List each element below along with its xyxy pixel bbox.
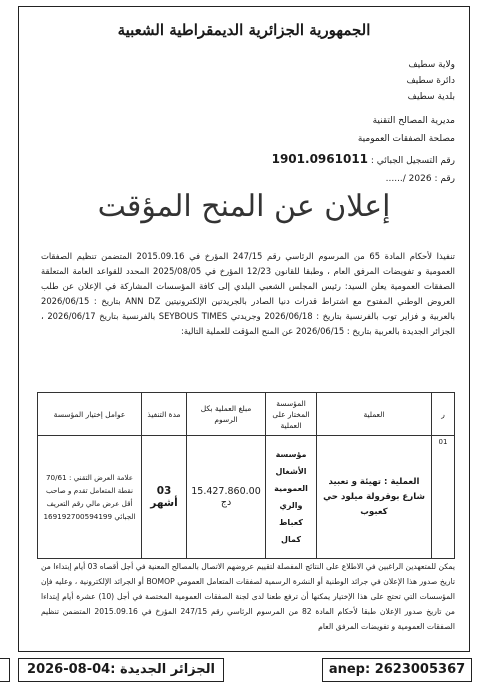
fiscal-label: رقم التسجيل الجبائي : [370,156,455,166]
cell-factors: علامة العرض التقني : 70/61 نقطة المتعامل تقدم و صاحب أقل عرض مالي رقم التعريف الجبائي 169192700594199 [38,436,142,559]
appeal-notice: يمكن للمتعهدين الراغبين في الاطلاع على النتائج المفصلة لتقييم عروضهم الاتصال بالمصالح المعنية في أجل أقصاه 03 أيام إبتداءا من تاريخ صدور هذا الإعلان في جرائد الوطنية أو النشرة الرسمية لصفقات المتعامل العمومي BOMOP أو الجرائد الإلكترونية ، وعليه فإن المؤسسات التي تحتج على هذا الإختيار يمكنها أن ترفع طعنا لدى لجنة الصفقات العمومية المختصة في أجل (10) عشرة أيام إبتداءا من تاريخ صدور الإعلان طبقا لأحكام المادة 82 من المرسوم الرئاسي رقم 247/15 المؤرخ في 2015.09.16 المتضمن تنظيم الصفقات العمومية و تفويضات المرفق العام [40,562,456,631]
ref-value: ....../ 2026 [385,174,432,184]
cell-num: 01 [432,436,455,559]
col-header-duration: مدة التنفيذ [142,393,187,436]
table-header-row [38,393,455,436]
cell-operation: العملية : تهيئة و تعبيد شارع بوقرولة ميلود حي كعبوب [317,436,432,559]
body-paragraph: تنفيذا لأحكام المادة 65 من المرسوم الرئاسي رقم 247/15 المؤرخ في 2015.09.16 المتضمن تنظيم الصفقات العمومية و تفويضات المرفق العام ، وطبقا للقانون 12/23 المؤرخ في 2025/08/05 المحدد للقواعد العامة المتعلقة الصفقات العمومية يعلن السيد: رئيس المجلس الشعبي البلدي إلى كافة المؤسسات المشاركة في الإعلان عن طلب العروض الوطني المفتوح مع اشتراط قدرات دنيا الصادر بالجريدتين الإلكترونيتين ANN DZ بتاريخ : 2026/06/15 بالعربية و فزاير توب بالفرنسية بتاريخ : 2026/06/18 وجريدتي SEYBOUS TIMES بالفرنسية بتاريخ 2026/06/17 ، الجزائر الجديدة بالعربية بتاريخ : 2026/06/15 عن المنح المؤقت للعملية التالية: [41,251,456,336]
col-header-factors: عوامل إختيار المؤسسة [38,393,142,436]
newspaper-date-box: الجزائر الجديدة :04-08-2026 [18,658,224,682]
col-header-operation: العملية [317,393,432,436]
directorate-line: مديرية المصالح التقنية [372,116,455,126]
wilaya-line: ولاية سطيف [408,60,455,70]
cell-amount: 15.427.860.00 دج [187,436,266,559]
col-header-amount: مبلغ العملية بكل الرسوم [187,393,266,436]
cell-duration: 03 أشهر [142,436,187,559]
award-table [37,392,455,559]
cell-company: مؤسسة الأشغال العمومية والري كعباط كمال [266,436,317,559]
col-header-num: ر [432,393,455,436]
table-row [38,436,455,559]
reference-line [386,171,455,187]
daira-line: دائرة سطيف [406,76,455,86]
service-line: مصلحة الصفقات العمومية [357,134,455,144]
announcement-headline: إعلان عن المنح المؤقت [97,189,391,224]
anep-reference-box: anep: 2623005367 [322,658,472,682]
republic-title: الجمهورية الجزائرية الديمقراطية الشعبية [117,21,371,39]
ref-label: رقم : [434,174,455,184]
baladia-line: بلدية سطيف [407,92,455,102]
col-header-company: المؤسسة المختار على العملية [266,393,317,436]
adjacent-box-edge [0,658,10,682]
fiscal-number: 1901.0961011 [271,152,369,166]
fiscal-line [272,151,455,169]
document-page [18,6,470,652]
